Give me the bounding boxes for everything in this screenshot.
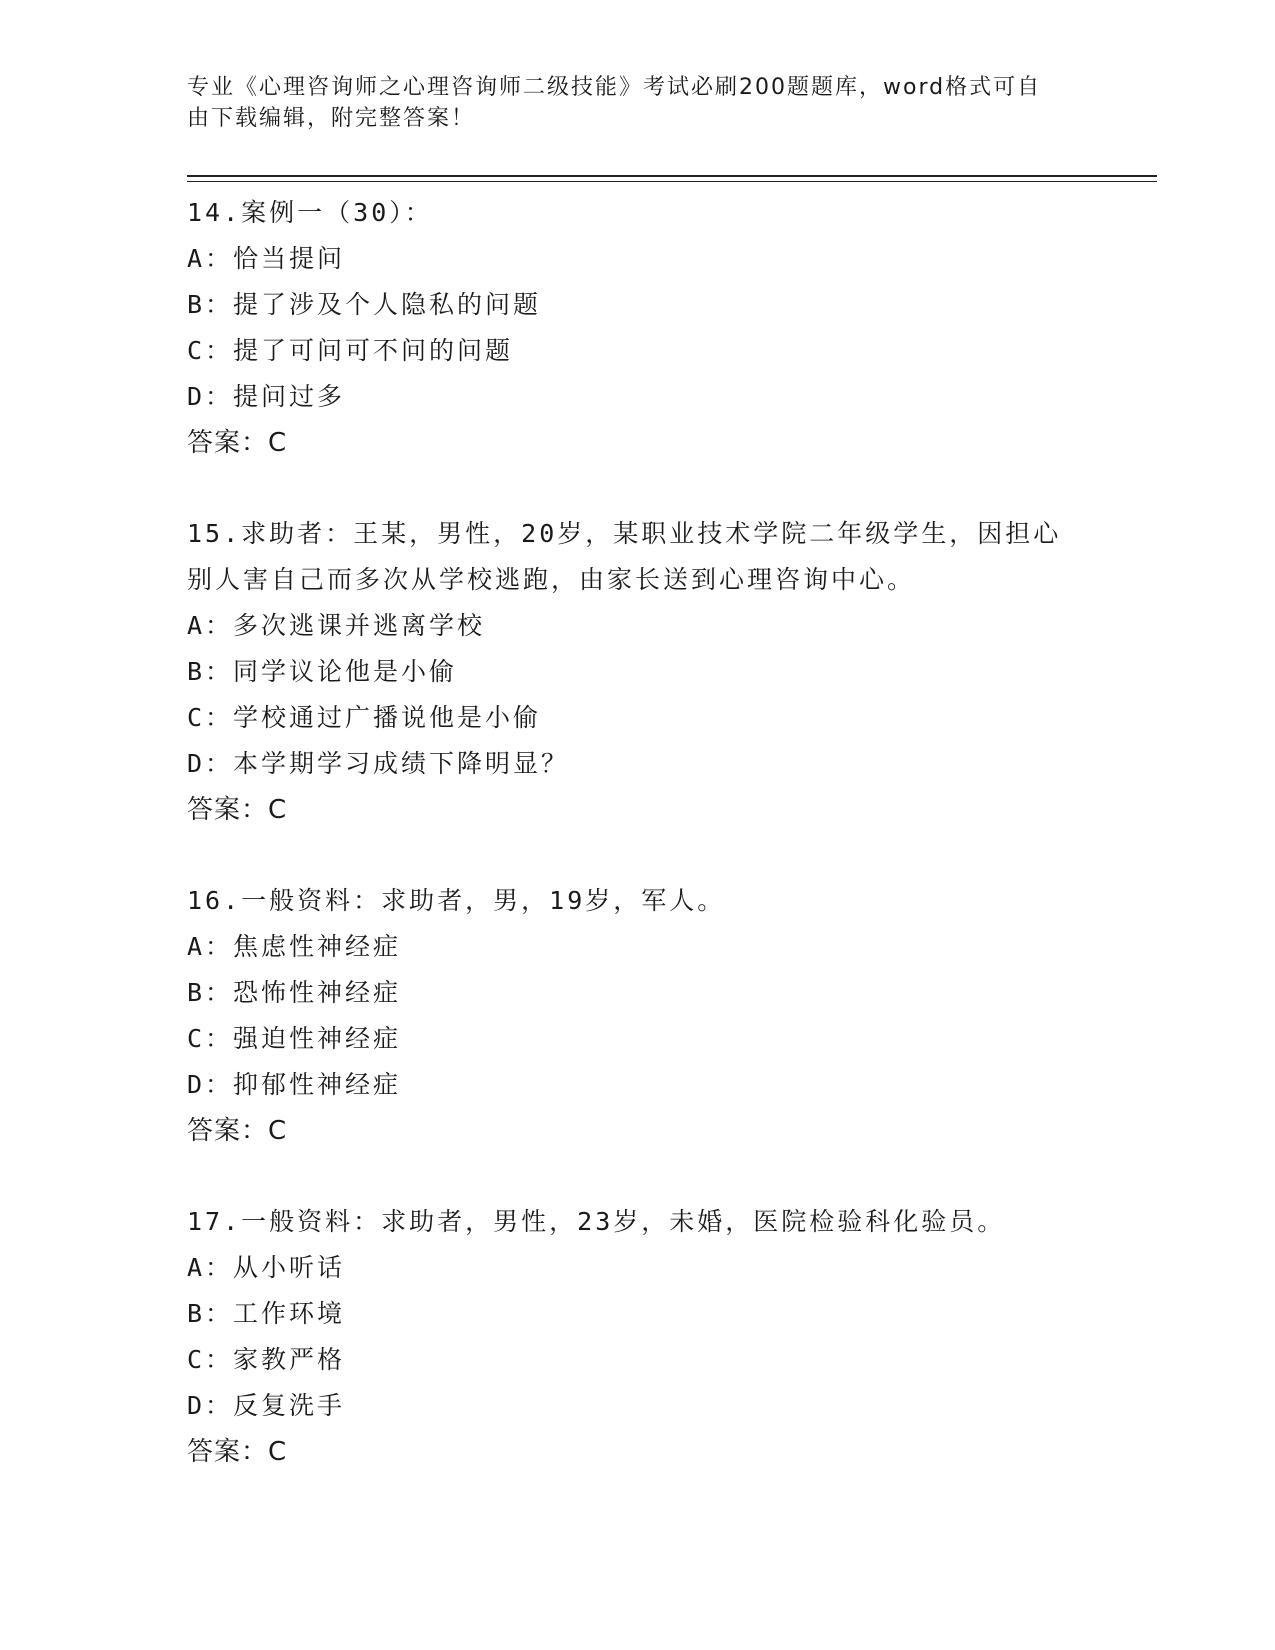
question-stem-continued: 别人害自己而多次从学校逃跑，由家长送到心理咨询中心。 [187,565,916,594]
header-line-2: 由下载编辑，附完整答案！ [187,106,476,131]
option-b: B：工作环境 [187,1299,346,1328]
question-stem: 15.求助者：王某，男性，20岁，某职业技术学院二年级学生，因担心 [187,519,1062,548]
question-stem: 14.案例一（30）： [187,198,433,227]
option-d: D：提问过多 [187,382,346,411]
answer: 答案：C [187,1116,288,1146]
question-16 [187,878,1107,1154]
option-a: A：从小听话 [187,1253,346,1282]
question-17 [187,1199,1107,1475]
answer: 答案：C [187,795,288,825]
option-c: C：家教严格 [187,1345,346,1374]
option-c: C：学校通过广播说他是小偷 [187,703,542,732]
question-stem: 16.一般资料：求助者，男，19岁，军人。 [187,886,726,915]
header-line-1: 专业《心理咨询师之心理咨询师二级技能》考试必刷200题题库，word格式可自 [187,75,1042,100]
option-a: A：恰当提问 [187,244,346,273]
answer: 答案：C [187,428,288,458]
question-15 [187,511,1107,833]
answer: 答案：C [187,1437,288,1467]
option-d: D：反复洗手 [187,1391,346,1420]
question-14 [187,190,1107,466]
option-d: D：抑郁性神经症 [187,1070,402,1099]
option-a: A：多次逃课并逃离学校 [187,611,486,640]
option-d: D：本学期学习成绩下降明显？ [187,749,570,778]
question-stem: 17.一般资料：求助者，男性，23岁，未婚，医院检验科化验员。 [187,1207,1006,1236]
option-c: C：强迫性神经症 [187,1024,402,1053]
option-b: B：提了涉及个人隐私的问题 [187,290,542,319]
header-divider-thick [187,175,1157,177]
option-b: B：恐怖性神经症 [187,978,402,1007]
header-divider-thin [187,181,1157,182]
question-list [187,190,1107,1520]
option-b: B：同学议论他是小偷 [187,657,458,686]
document-header [187,72,1067,134]
option-c: C：提了可问可不问的问题 [187,336,514,365]
option-a: A：焦虑性神经症 [187,932,402,961]
